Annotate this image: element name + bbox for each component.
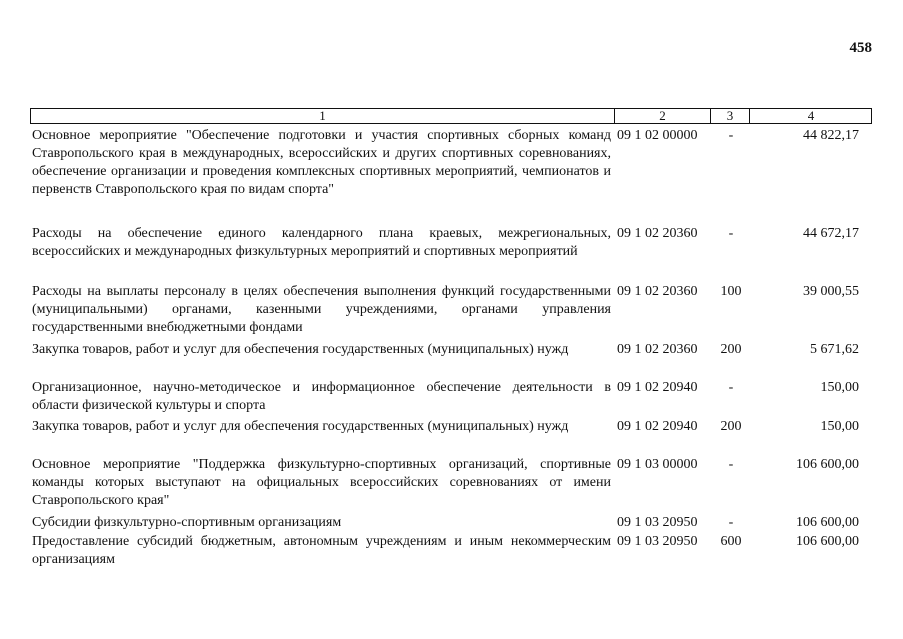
row-description: Организационное, научно-методическое и информационное обеспечение деятельности в области физической культуры и спорта: [32, 380, 611, 413]
row-expense-type: 600: [720, 534, 742, 549]
row-code: 09 1 02 20940: [617, 419, 698, 434]
row-amount: 106 600,00: [796, 515, 859, 530]
row-description: Расходы на выплаты персоналу в целях обеспечения выполнения функций государственными (муниципальными) органами, казенными учреждениями, органами управления государственными внебюджетными фондами: [32, 284, 611, 335]
row-amount: 39 000,55: [803, 284, 859, 299]
row-code: 09 1 02 20940: [617, 380, 698, 395]
table-header: [30, 108, 872, 124]
row-description: Субсидии физкультурно-спортивным организациям: [32, 515, 342, 530]
row-code: 09 1 03 00000: [617, 457, 698, 472]
header-col-1: 1: [31, 109, 615, 123]
header-col-3: 3: [711, 109, 750, 123]
row-expense-type: -: [728, 515, 734, 530]
page-number: 458: [849, 40, 872, 56]
header-col-4: 4: [807, 108, 815, 123]
row-description: Основное мероприятие "Поддержка физкультурно-спортивных организаций, спортивные команды которых выступают на официальных всероссийских соревнованиях от имени Ставропольского края": [32, 457, 611, 508]
row-description: Основное мероприятие "Обеспечение подготовки и участия спортивных сборных команд Ставропольского края в международных, всероссийских и других спортивных соревнованиях, обеспечение организации и проведения комплексных спортивных мероприятий, чемпионатов и первенств Ставропольского края по видам спорта": [32, 128, 611, 197]
row-amount: 150,00: [820, 380, 859, 395]
row-expense-type: 200: [720, 342, 742, 357]
row-code: 09 1 03 20950: [617, 515, 698, 530]
row-amount: 150,00: [820, 419, 859, 434]
row-code: 09 1 02 00000: [617, 128, 698, 143]
row-expense-type: -: [728, 380, 734, 395]
row-expense-type: -: [728, 457, 734, 472]
row-amount: 106 600,00: [796, 457, 859, 472]
row-description: Предоставление субсидий бюджетным, автономным учреждениям и иным некоммерческим организациям: [32, 534, 611, 567]
header-col-2: 2: [615, 109, 711, 123]
row-description: Расходы на обеспечение единого календарного плана краевых, межрегиональных, всероссийских и международных физкультурных мероприятий и спортивных мероприятий: [32, 226, 611, 259]
row-expense-type: -: [728, 226, 734, 241]
row-expense-type: -: [728, 128, 734, 143]
row-amount: 106 600,00: [796, 534, 859, 549]
row-amount: 44 672,17: [803, 226, 859, 241]
row-description: Закупка товаров, работ и услуг для обеспечения государственных (муниципальных) нужд: [32, 419, 569, 434]
row-description: Закупка товаров, работ и услуг для обеспечения государственных (муниципальных) нужд: [32, 342, 569, 357]
row-amount: 44 822,17: [803, 128, 859, 143]
row-code: 09 1 02 20360: [617, 284, 698, 299]
row-expense-type: 200: [720, 419, 742, 434]
row-code: 09 1 03 20950: [617, 534, 698, 549]
row-code: 09 1 02 20360: [617, 342, 698, 357]
row-amount: 5 671,62: [810, 342, 859, 357]
row-expense-type: 100: [720, 284, 742, 299]
row-code: 09 1 02 20360: [617, 226, 698, 241]
